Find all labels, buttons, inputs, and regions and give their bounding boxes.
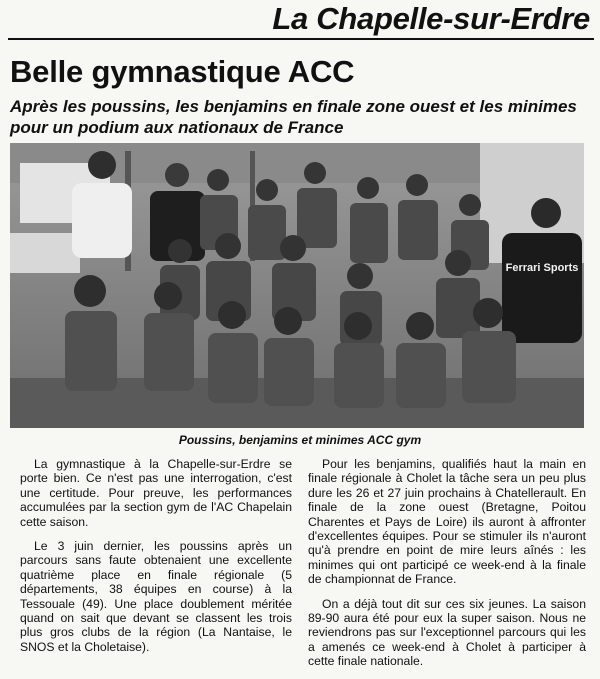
paragraph: On a déjà tout dit sur ces six jeunes. La saison 89-90 aura été pour eux la super saison. Nous ne reviendrons pas sur l'exceptionnel parcours qui les a amenés ce week-end à Cholet à participer à cette finale nationale. [308, 596, 586, 669]
paragraph: Pour les benjamins, qualifiés haut la main en finale régionale à Cholet la tâche sera un peu plus dure les 26 et 27 juin prochains à Chatellerault. En finale de la zone ouest (Bretagne, Poitou Charentes et Pays de Loire) ils auront à affronter d'excellentes équipes. Pour se stimuler ils n'auront qu'à prendre en point de mire leurs aînés : les minimes qui ont participé ce week-end à la finale de championnat de France. [308, 457, 586, 587]
team-photo [10, 143, 584, 428]
masthead-title: La Chapelle-sur-Erdre [272, 1, 590, 36]
paragraph: Le 3 juin dernier, les poussins après un parcours sans faute obtenaient une excellente quatrième place en finale régionale (5 départements, 38 équipes en course) à la Tessouale (49). Une place doublement méritée quand on sait que devant se classent les trois plus gros clubs de la région (La Nantaise, le SNOS et la Choletaise). [20, 539, 292, 654]
article-headline: Belle gymnastique ACC [10, 54, 355, 89]
article-subhead: Après les poussins, les benjamins en finale zone ouest et les minimes pour un podium aux nationaux de France [10, 97, 577, 137]
article-column-left [20, 457, 292, 664]
article-column-right [308, 457, 586, 679]
paragraph: La gymnastique à la Chapelle-sur-Erdre se porte bien. Ce n'est pas une interrogation, c'est une certitude. Pour preuve, les performances accumulées par la section gym de l'AC Chapelain cette saison. [20, 457, 292, 529]
photo-caption: Poussins, benjamins et minimes ACC gym [178, 433, 422, 447]
masthead-rule [8, 38, 594, 40]
coach-shirt-text: Ferrari Sports [505, 262, 579, 274]
masthead [0, 0, 600, 40]
team-photo-illustration [10, 143, 584, 428]
